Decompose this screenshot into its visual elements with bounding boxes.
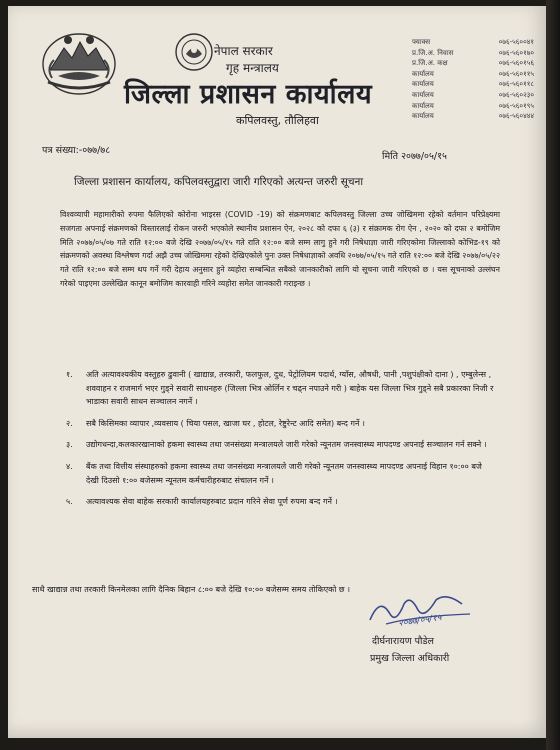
item-number: ४. bbox=[66, 461, 73, 471]
contact-number: ०७६-५६०११८ bbox=[498, 80, 534, 89]
item-text: बैंक तथा वित्तीय संस्थाहरुको हकमा स्वास्थ्य तथा जनसंख्या मन्त्रालयले जारी गरेको न्यूनतम जनस्वास्थ्य मापदण्ड अपनाई विहान १०:०० बजे देखी दिउसो १:०० बजेसम्म न्यूनतम कर्मचारीहरुबाट संचालन गर्ने । bbox=[86, 461, 482, 485]
item-number: २. bbox=[66, 418, 73, 428]
ministry-line: गृह मन्त्रालय bbox=[226, 61, 279, 75]
item-text: सबै किसिमका व्यापार ,व्यवसाय ( चिया पसल, खाजा घर , होटल, रेष्टुरेन्ट आदि समेत) बन्द गर्ने । bbox=[86, 418, 365, 428]
shopping-hours-note: साथै खाद्यान्न तथा तरकारी किनमेलका लागि दैनिक बिहान ८:०० बजे देखि १०:०० बजेसम्म समय तोकिएको छ । bbox=[32, 585, 351, 594]
directive-list bbox=[66, 368, 496, 517]
signatory-name: दीर्घनारायण पौडेल bbox=[372, 636, 434, 647]
signature-date: २०७७/०५/१५ bbox=[397, 613, 443, 629]
contact-label: प्र.जि.अ. निवास bbox=[412, 48, 454, 57]
contact-list bbox=[412, 37, 534, 122]
contact-number: ०७६-५६०४४४ bbox=[498, 112, 534, 121]
item-text: अत्यावश्यक सेवा बाहेक सरकारी कार्यालयहरुबाट प्रदान गरिने सेवा पूर्ण रुपमा बन्द गर्ने । bbox=[86, 497, 338, 507]
contact-number: ०७६-५६०१९५ bbox=[498, 101, 534, 110]
reference-number bbox=[42, 143, 110, 156]
signatory-designation: प्रमुख जिल्ला अधिकारी bbox=[370, 653, 450, 664]
contact-row bbox=[412, 111, 534, 122]
list-item bbox=[66, 368, 496, 409]
contact-number: ०७६-५६०२३० bbox=[498, 90, 534, 99]
list-item bbox=[66, 417, 496, 431]
nepal-emblem-icon bbox=[40, 30, 118, 96]
item-number: १. bbox=[66, 370, 73, 379]
contact-label: कार्यालय bbox=[412, 101, 434, 110]
contact-row bbox=[412, 58, 534, 69]
list-item bbox=[66, 460, 496, 487]
contact-row bbox=[412, 48, 534, 59]
contact-label: फ्याक्स bbox=[412, 38, 431, 46]
reference-label: पत्र संख्या:- bbox=[42, 145, 83, 156]
issue-date bbox=[382, 149, 447, 162]
list-item bbox=[66, 438, 496, 452]
ministry-seal-icon bbox=[174, 32, 214, 72]
contact-label: प्र.जि.अ. कक्ष bbox=[412, 59, 448, 68]
contact-label: कार्यालय bbox=[412, 69, 434, 78]
contact-number: ०७६-५६०११५ bbox=[498, 69, 534, 78]
item-number: ३. bbox=[66, 440, 73, 450]
item-text: उद्योगधन्दा,कलकारखानाको हकमा स्वास्थ्य तथा जनसंख्या मन्त्रालयले जारी गरेको न्यूनतम जनस्वास्थ्य मापदण्ड अपनाई सञ्चालन गर्न सक्ने । bbox=[86, 440, 487, 450]
notice-body: विश्वव्यापी महामारीको रुपमा फैलिएको कोरोना भाइरस (COVID -19) को संक्रमणबाट कपिलवस्तु जिल्ला उच्च जोखिममा रहेको वर्तमान परिप्रेक्ष्यमा सजगता अपनाई संक्रमणको विस्तारलाई रोकन जरुरी भएकोले स्थानीय प्रशासन ऐन, २०२८ को दफा ६ (३) र संक्रामक रोग ऐन , २०२० को दफा २ बमोजिम मिति २०७७/०५/०७ गते राति १२:०० बजे देखि २०७७/०५/१५ गते राति १२:०० बजे सम्म लागु हुने गरी निषेधाज्ञा जारी गरिएकोमा जिल्लाको कोभिड-१९ को संक्रमणको अवस्था विश्लेषण गर्दा अझै उच्च जोखिममा रहेको देखिएकोले पुनः उक्त निषेधाज्ञाको अवधि २०७७/०५/१५ गते राति १२:०० बजे देखि २०७७/०५/२२ गते राति १२:०० बजे सम्म थप गर्ने गरी देहाय अनुसार हुने व्यहोरा सम्बन्धित सबैको जानकारीको लागि यो सूचना जारी गरिएको छ । यस सूचनाको उल्लंघन गरेको पाइएमा उल्लेखित कानून बमोजिम कारवाही गरिने व्यहोरा समेत जानकारी गराइन्छ । bbox=[60, 210, 500, 288]
government-line: नेपाल सरकार bbox=[214, 44, 273, 58]
date-value: २०७७/०५/१५ bbox=[401, 151, 447, 162]
contact-label: कार्यालय bbox=[412, 80, 434, 89]
contact-row bbox=[412, 69, 534, 80]
contact-number: ०७६-५६००४१ bbox=[498, 38, 534, 46]
contact-number: ०७६-५६०१७० bbox=[498, 48, 534, 57]
photo-backdrop bbox=[546, 0, 560, 750]
contact-label: कार्यालय bbox=[412, 112, 434, 121]
item-text: अति अत्यावश्यकीय वस्तुहरु ढुवानी ( खाद्यान्न, तरकारी, फलफुल, दुध, पेट्रोलियम पदार्थ, ग्याँस, औषधी, पानी ,पशुपंक्षीको दाना ) , एम्बुलेन्स , शववाहन र राजमार्ग भएर गुड्ने सवारी साधनहरु (जिल्ला भित्र ओर्लिन र चढ्न नपाउने गरी ) बाहेक यस जिल्ला भित्र गुड्ने सबै प्रकारका निजी र भाडाका सवारी साधन सञ्चालन नगर्ने । bbox=[86, 370, 494, 407]
contact-row bbox=[412, 79, 534, 90]
contact-row bbox=[412, 101, 534, 112]
item-number: ५. bbox=[66, 497, 73, 507]
list-item bbox=[66, 495, 496, 509]
contact-number: ०७६-५६०१५६ bbox=[498, 59, 534, 68]
office-title: जिल्ला प्रशासन कार्यालय bbox=[124, 79, 373, 110]
notice-subject: जिल्ला प्रशासन कार्यालय, कपिलवस्तुद्वारा जारी गरिएको अत्यन्त जरुरी सूचना bbox=[74, 176, 364, 188]
contact-row bbox=[412, 37, 534, 48]
date-label: मिति bbox=[382, 151, 399, 162]
contact-row bbox=[412, 90, 534, 101]
contact-label: कार्यालय bbox=[412, 90, 434, 99]
reference-value: ०७७/७८ bbox=[82, 145, 111, 156]
office-address: कपिलवस्तु, तौलिहवा bbox=[236, 114, 319, 127]
